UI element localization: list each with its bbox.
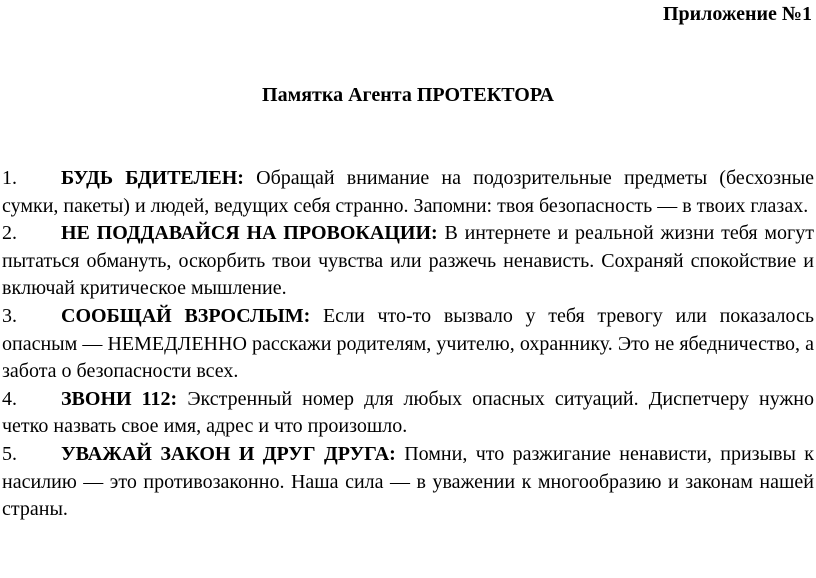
item-number: 1.	[2, 167, 17, 189]
memo-item-5	[2, 441, 814, 524]
memo-item-4	[2, 386, 814, 441]
item-text: Если что-то вызвало у тебя тревогу или показалось опасным — НЕМЕДЛЕННО расскажи родителям, учителю, охраннику. Это не ябедничество, а забота о безопасности всех.	[2, 304, 814, 383]
item-number: 4.	[2, 387, 17, 410]
item-number: 3.	[2, 304, 17, 327]
memo-item-1	[2, 165, 814, 220]
item-heading: ЗВОНИ 112:	[61, 387, 178, 410]
item-heading: СООБЩАЙ ВЗРОСЛЫМ:	[61, 304, 311, 327]
item-heading: НЕ ПОДДАВАЙСЯ НА ПРОВОКАЦИИ:	[61, 222, 438, 245]
item-text: Обращай внимание на подозрительные предметы (бесхозные сумки, пакеты) и людей, ведущих себя странно. Запомни: твоя безопасность — в твоих глазах.	[2, 167, 815, 217]
item-text: Экстренный номер для любых опасных ситуаций. Диспетчеру нужно четко назвать свое имя, адрес и что произошло.	[2, 387, 815, 438]
item-heading: УВАЖАЙ ЗАКОН И ДРУГ ДРУГА:	[61, 442, 396, 465]
memo-item-2	[2, 220, 814, 303]
memo-list	[2, 165, 814, 524]
memo-item-3	[2, 303, 814, 386]
document-title: Памятка Агента ПРОТЕКТОРА	[262, 84, 554, 106]
appendix-label: Приложение №1	[662, 3, 812, 25]
item-text: Помни, что разжигание ненависти, призывы к насилию — это противозаконно. Наша сила — в уважении к многообразию и законам нашей страны.	[2, 442, 814, 521]
item-number: 2.	[2, 222, 17, 245]
item-heading: БУДЬ БДИТЕЛЕН:	[61, 167, 244, 189]
item-number: 5.	[2, 442, 17, 465]
item-text: В интернете и реальной жизни тебя могут пытаться обмануть, оскорбить твои чувства или разжечь ненависть. Сохраняй спокойствие и включай критическое мышление.	[2, 222, 814, 300]
